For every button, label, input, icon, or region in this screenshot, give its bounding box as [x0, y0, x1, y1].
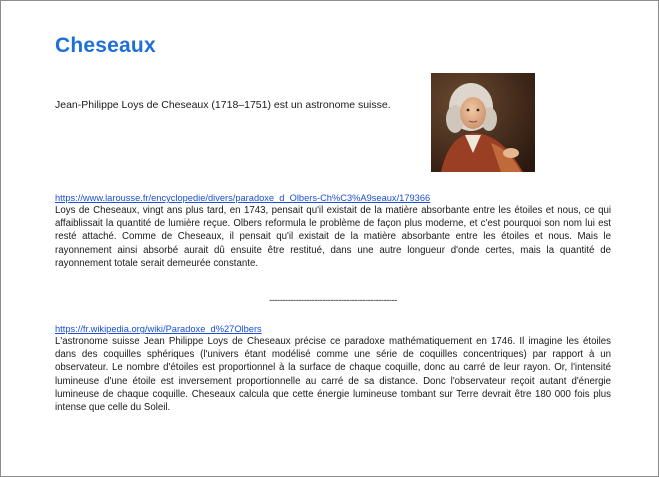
intro-text: Jean-Philippe Loys de Cheseaux (1718–1751) est un astronome suisse. — [55, 99, 391, 111]
wikipedia-link[interactable]: https://fr.wikipedia.org/wiki/Paradoxe_d%27Olbers — [55, 324, 262, 334]
separator-line: ------------------------------------------------ — [269, 295, 397, 306]
wikipedia-paragraph: L'astronome suisse Jean Philippe Loys de Cheseaux précise ce paradoxe mathématiquement en 1746. Il imagine les étoiles dans des coquilles sphériques (l'univers étant modélisé comme une série de coquilles concentriques) par rapport à un observateur. Le nombre d'étoiles est proportionnel à la surface de chaque coquille, donc au carré de leur rayon. Or, l'intensité lumineuse d'une étoile est inversement proportionnelle au carré de sa distance. Donc l'observateur reçoit autant d'énergie lumineuse de chaque coquille. Cheseaux calcula que cette énergie lumineuse tombant sur Terre devrait être 180 000 fois plus intense que celle du Soleil. — [55, 336, 611, 414]
portrait-painting-icon — [431, 73, 535, 172]
larousse-paragraph: Loys de Cheseaux, vingt ans plus tard, en 1743, pensait qu'il existait de la matière absorbante entre les étoiles et nous, ce qui affaiblissait la quantité de lumière reçue. Olbers reformula le problème de façon plus moderne, et c'est pourquoi son nom lui est resté attaché. Comme de Cheseaux, il pensait qu'il existait de la matière absorbante entre les étoiles et nous. Mais le rayonnement ainsi absorbé aurait dû ensuite être restitué, dans une autre longueur d'onde certes, mais la quantité de rayonnement totale serait demeurée constante. — [55, 205, 611, 269]
portrait-image — [431, 73, 535, 172]
larousse-link[interactable]: https://www.larousse.fr/encyclopedie/divers/paradoxe_d_Olbers-Ch%C3%A9seaux/179366 — [55, 193, 431, 203]
page-title: Cheseaux — [55, 34, 156, 57]
source-block-wikipedia — [55, 323, 611, 414]
source-block-larousse — [55, 192, 611, 270]
